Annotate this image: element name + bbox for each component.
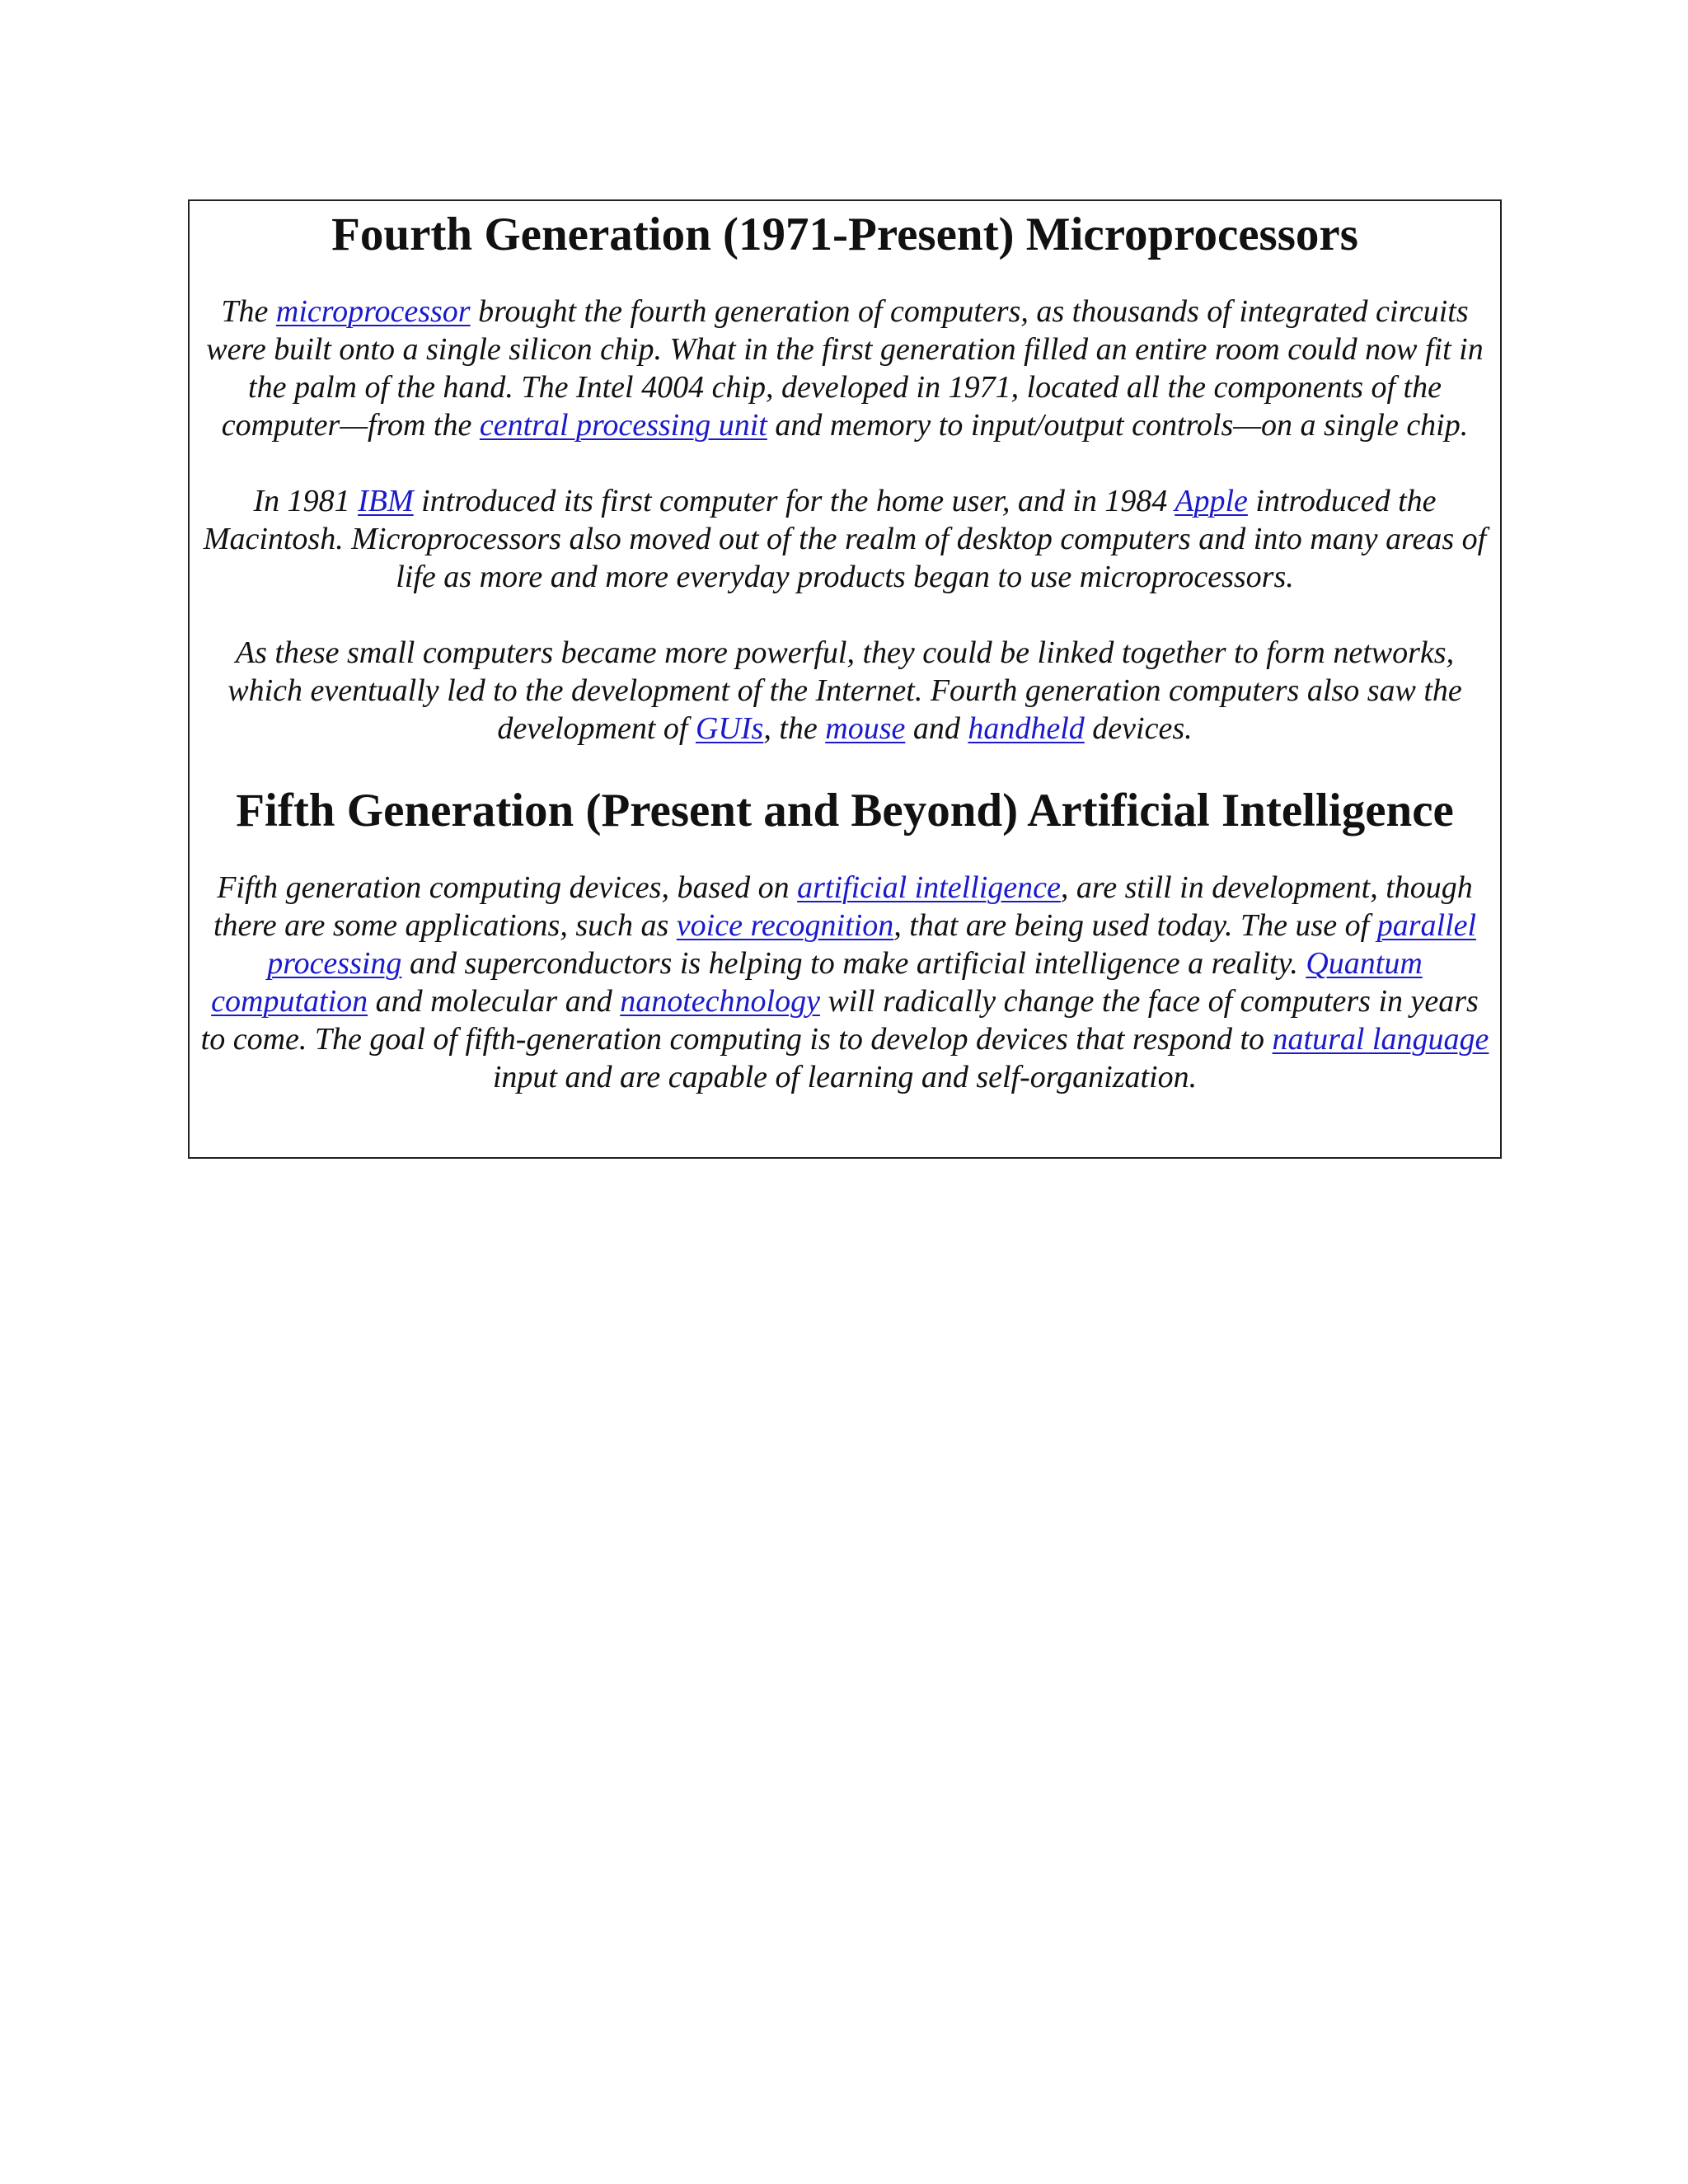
paragraph-text: The <box>221 294 276 329</box>
link-parallel-processing[interactable]: parallel processing <box>267 908 1477 981</box>
link-quantum-computation[interactable]: Quantum computation <box>211 946 1423 1019</box>
paragraph-text: brought the fourth generation of computers, as thousands of integrated circuits were built onto a single silicon chip. What in the first generation filled an entire room could now fit in the palm of the hand. The Intel 4004 chip, developed in 1971, located all the components of the computer—from the <box>206 294 1484 443</box>
paragraph-text: In 1981 <box>253 484 359 518</box>
link-microprocessor[interactable]: microprocessor <box>275 294 471 329</box>
link-handheld[interactable]: handheld <box>968 711 1085 746</box>
content-frame <box>188 199 1502 1159</box>
paragraph-artificial-intelligence <box>198 869 1492 1096</box>
heading-fourth-generation: Fourth Generation (1971-Present) Microprocessors <box>331 209 1358 260</box>
paragraph-text: , are still in development, though there are some applications, such as <box>213 870 1473 943</box>
link-apple[interactable]: Apple <box>1175 484 1248 518</box>
link-guis[interactable]: GUIs <box>695 711 764 746</box>
paragraph-microprocessor <box>198 293 1492 444</box>
paragraph-networks <box>198 634 1492 748</box>
link-voice-recognition[interactable]: voice recognition <box>676 908 894 943</box>
paragraph-text: and memory to input/output controls—on a single chip. <box>767 408 1469 443</box>
paragraph-text: input and are capable of learning and self-organization. <box>492 1060 1198 1094</box>
paragraph-text: will radically change the face of computers in years to come. The goal of fifth-generation computing is to develop devices that respond to <box>200 984 1479 1057</box>
paragraph-text: introduced the Macintosh. Microprocessors also moved out of the realm of desktop computers and into many areas of life as more and more everyday products began to use microprocessors. <box>203 484 1487 594</box>
paragraph-ibm-apple <box>198 482 1492 596</box>
paragraph-text: introduced its first computer for the home user, and in 1984 <box>413 484 1175 518</box>
paragraph-text: , that are being used today. The use of <box>893 908 1377 943</box>
paragraph-text: and <box>905 711 968 746</box>
paragraph-text: devices. <box>1084 711 1193 746</box>
link-central-processing-unit[interactable]: central processing unit <box>479 408 767 443</box>
link-artificial-intelligence[interactable]: artificial intelligence <box>797 870 1061 905</box>
link-natural-language[interactable]: natural language <box>1272 1022 1489 1057</box>
paragraph-text: and superconductors is helping to make artificial intelligence a reality. <box>401 946 1306 981</box>
link-ibm[interactable]: IBM <box>358 484 414 518</box>
heading-fifth-generation: Fifth Generation (Present and Beyond) Artificial Intelligence <box>236 785 1454 837</box>
paragraph-text: Fifth generation computing devices, based on <box>217 870 798 905</box>
paragraph-text: and molecular and <box>368 984 621 1019</box>
paragraph-text: As these small computers became more powerful, they could be linked together to form networks, which eventually led to the development of the Internet. Fourth generation computers also saw the development of <box>227 635 1462 746</box>
link-nanotechnology[interactable]: nanotechnology <box>620 984 820 1019</box>
link-mouse[interactable]: mouse <box>825 711 906 746</box>
paragraph-text: , the <box>763 711 826 746</box>
